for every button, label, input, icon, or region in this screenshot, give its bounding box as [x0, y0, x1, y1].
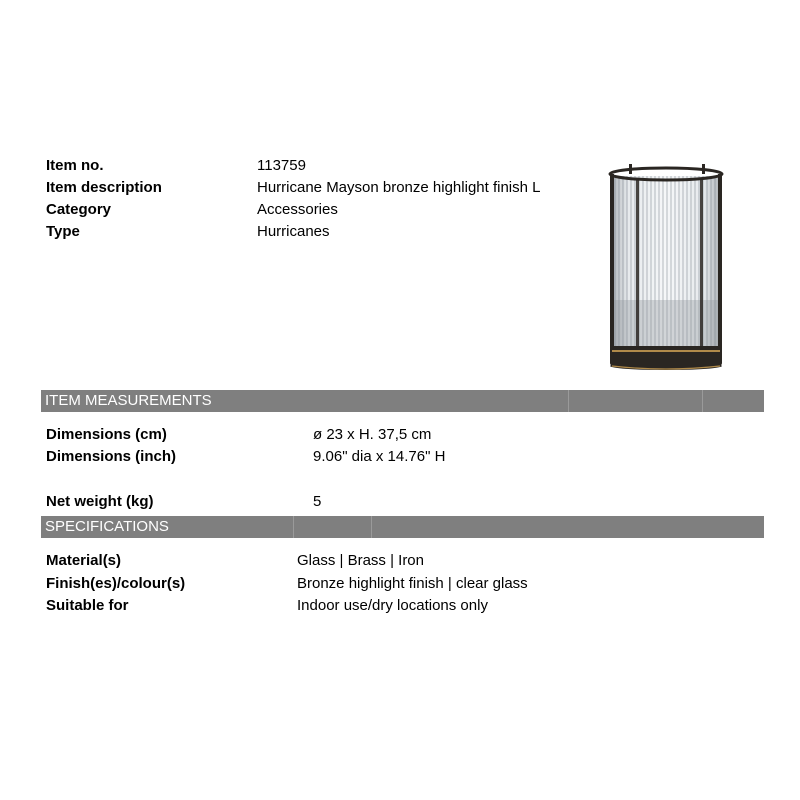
material-label: Material(s) — [46, 552, 122, 569]
header-cell-divider — [568, 390, 569, 412]
specifications-header — [41, 516, 764, 538]
dimensions-inch-value: 9.06" dia x 14.76" H — [313, 448, 446, 465]
hurricane-lantern-photo — [598, 160, 734, 376]
net-weight-value: 5 — [313, 493, 322, 510]
item-description-label: Item description — [46, 179, 162, 196]
material-value: Glass | Brass | Iron — [297, 552, 424, 569]
category-label: Category — [46, 201, 112, 218]
specifications-title: SPECIFICATIONS — [45, 518, 169, 535]
type-label: Type — [46, 223, 80, 240]
item-measurements-header — [41, 390, 764, 412]
item-measurements-title: ITEM MEASUREMENTS — [45, 392, 212, 409]
dimensions-cm-value: ø 23 x H. 37,5 cm — [313, 426, 432, 443]
header-cell-divider — [371, 516, 372, 538]
item-no-label: Item no. — [46, 157, 104, 174]
finish-value: Bronze highlight finish | clear glass — [297, 575, 528, 592]
header-cell-divider — [702, 390, 703, 412]
item-description-value: Hurricane Mayson bronze highlight finish L — [257, 179, 541, 196]
suitable-for-label: Suitable for — [46, 597, 129, 614]
category-value: Accessories — [257, 201, 338, 218]
item-no-value: 113759 — [257, 157, 306, 174]
net-weight-label: Net weight (kg) — [46, 493, 154, 510]
header-cell-divider — [293, 516, 294, 538]
dimensions-inch-label: Dimensions (inch) — [46, 448, 177, 465]
finish-label: Finish(es)/colour(s) — [46, 575, 186, 592]
type-value: Hurricanes — [257, 223, 330, 240]
suitable-for-value: Indoor use/dry locations only — [297, 597, 488, 614]
dimensions-cm-label: Dimensions (cm) — [46, 426, 167, 443]
